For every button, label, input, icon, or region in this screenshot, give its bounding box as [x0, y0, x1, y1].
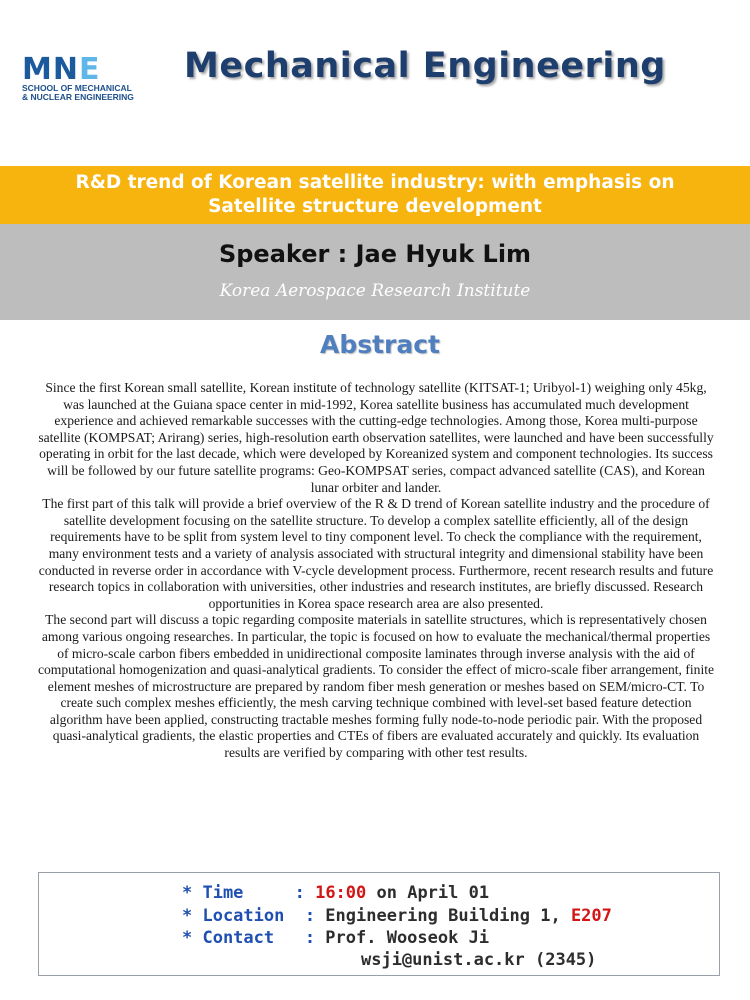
logo-mark: MNE — [22, 52, 101, 87]
talk-title — [75, 171, 675, 219]
abstract-heading: Abstract — [319, 330, 441, 359]
speaker-band — [0, 224, 750, 320]
contact-name: Prof. Wooseok Ji — [315, 928, 490, 948]
location-room: E207 — [570, 906, 612, 926]
contact-email: wsji@unist.ac.kr (2345) — [361, 950, 597, 970]
time-value: 16:00 — [315, 883, 367, 903]
date-value: on April 01 — [366, 883, 490, 903]
event-info-box — [38, 872, 720, 976]
department-title: Mechanical Engineering — [184, 46, 666, 86]
contact-label: * Contact : — [182, 928, 316, 948]
time-label: * Time : — [182, 883, 305, 903]
speaker-affiliation: Korea Aerospace Research Institute — [219, 281, 531, 301]
mne-logo — [22, 52, 142, 106]
contact-row — [182, 927, 489, 949]
talk-title-line-2: Satellite structure development — [208, 196, 542, 217]
logo-line-2: & NUCLEAR ENGINEERING — [22, 92, 134, 102]
abstract-paragraph-2: The first part of this talk will provide a brief overview of the R & D trend of Korean satellite industry and the procedure of satellite development focusing on the satellite structure. To develop a complex satellite efficiently, all of the design requirements have to be split from system level to tiny component level. To check the compliance with the requirement, many environment tests and a variety of analysis associated with structural integrity and dimensional stability have been conducted in reverse order in accordance with V-cycle development process. Furthermore, recent research results and future research topics in collaboration with universities, other industries and research institutes, are briefly discussed. Research opportunities in Korea space research area are also presented. — [38, 496, 714, 611]
talk-title-band — [0, 166, 750, 224]
location-label: * Location : — [182, 906, 316, 926]
logo-line-1: SCHOOL OF MECHANICAL — [22, 83, 132, 93]
location-row — [182, 905, 612, 927]
location-value: Engineering Building 1, — [315, 906, 571, 926]
abstract-paragraph-3: The second part will discuss a topic regarding composite materials in satellite structures, which is representatively chosen among various ongoing researches. In particular, the topic is focused on how to evaluate the mechanical/thermal properties of micro-scale carbon fibers embedded in unidirectional composite laminates through inverse analysis with the aid of computational homogenization and quasi-analytical gradients. To consider the effect of micro-scale fiber arrangement, finite element meshes of microstructure are prepared by random fiber mesh generation or meshes based on SEM/micro-CT. To create such complex meshes efficiently, the mesh carving technique combined with level-set based feature detection algorithm have been applied, constructing tractable meshes forming fully node-to-node periodic pair. With the proposed quasi-analytical gradients, the elastic properties and CTEs of fibers are evaluated accurately and quickly. Its evaluation results are verified by comparing with other test results. — [37, 612, 715, 761]
abstract-paragraph-1: Since the first Korean small satellite, Korean institute of technology satellite (KITSAT-1; Uribyol-1) weighing only 45kg, was launched at the Guiana space center in mid-1992, Korea satellite business has accumulated much development experience and achieved remarkable successes with the cutting-edge technologies. Among those, Korea multi-purpose satellite (KOMPSAT; Arirang) series, high-resolution earth observation satellites, were launched and have been successfully operating in orbit for the last decade, which were developed by Koreanized system and component technologies. Its success will be followed by our future satellite programs: Geo-KOMPSAT series, compact advanced satellite (CAS), and Korean lunar orbiter and lander. — [38, 380, 714, 495]
talk-title-line-1: R&D trend of Korean satellite industry: with emphasis on — [75, 172, 675, 193]
abstract-body — [36, 380, 716, 872]
speaker-name: Speaker : Jae Hyuk Lim — [218, 240, 532, 268]
time-row — [182, 882, 489, 904]
